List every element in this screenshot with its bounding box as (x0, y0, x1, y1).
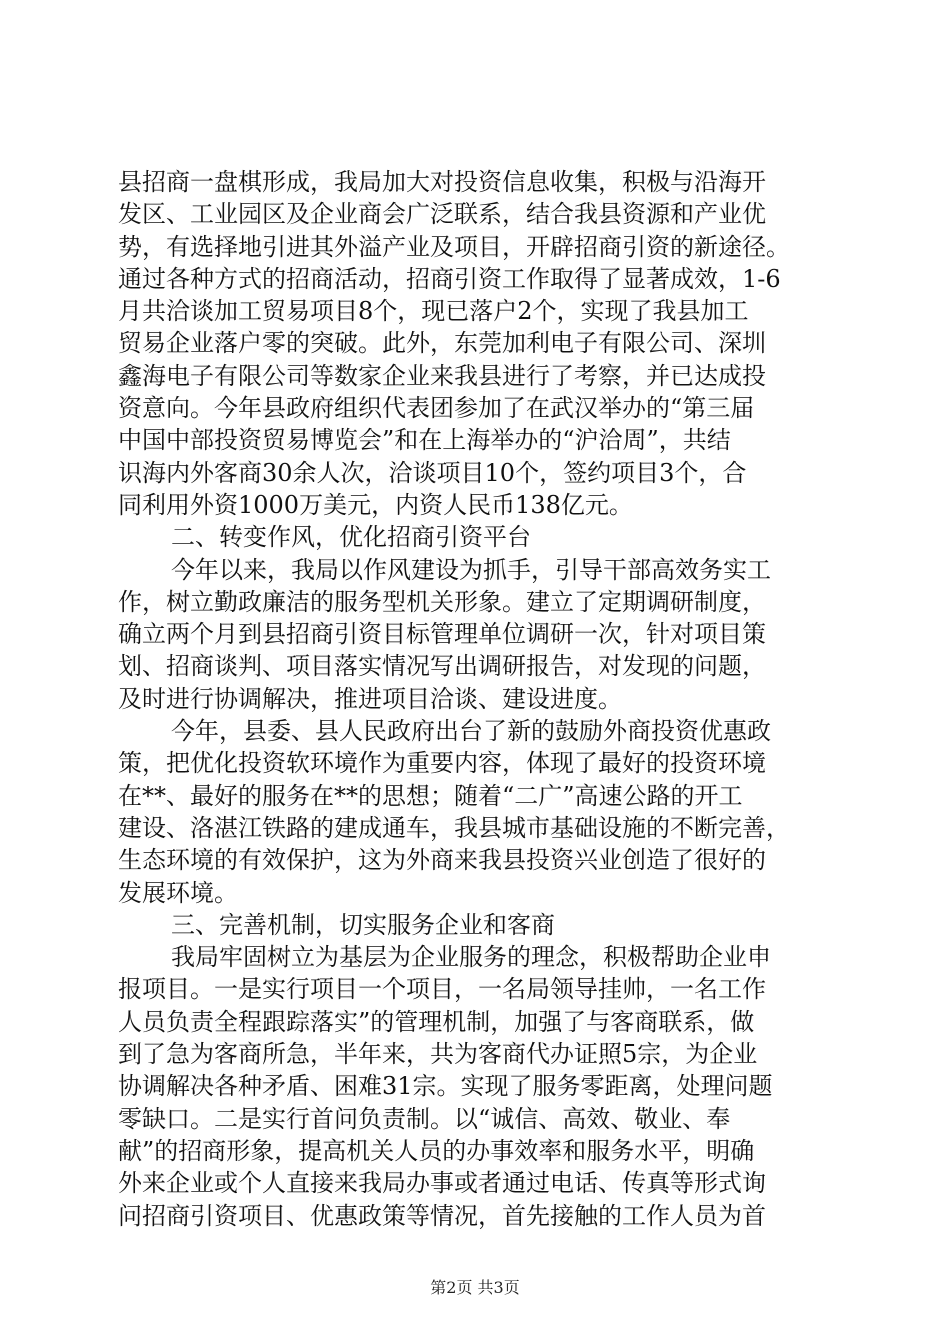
text-line: 建设、洛湛江铁路的建成通车，我县城市基础设施的不断完善， (118, 813, 790, 842)
text-line: 问招商引资项目、优惠政策等情况，首先接触的工作人员为首 (118, 1201, 766, 1230)
text-line: 生态环境的有效保护，这为外商来我县投资兴业创造了很好的 (118, 846, 766, 875)
text-line: 外来企业或个人直接来我局办事或者通过电话、传真等形式询 (118, 1169, 766, 1198)
text-line: 确立两个月到县招商引资目标管理单位调研一次，针对项目策 (118, 620, 766, 649)
text-line: 零缺口。二是实行首问负责制。以“诚信、高效、敬业、奉 (118, 1104, 731, 1133)
text-line: 月共洽谈加工贸易项目8个，现已落户2个，实现了我县加工 (118, 297, 749, 326)
text-line: 中国中部投资贸易博览会”和在上海举办的“沪洽周”，共结 (118, 426, 731, 455)
text-line: 划、招商谈判、项目落实情况写出调研报告，对发现的问题， (118, 652, 766, 681)
text-line: 到了急为客商所急，半年来，共为客商代办证照5宗，为企业 (118, 1040, 758, 1069)
text-line: 今年，县委、县人民政府出台了新的鼓励外商投资优惠政 (171, 717, 771, 746)
text-line: 及时进行协调解决，推进项目洽谈、建设进度。 (118, 684, 622, 713)
section-heading: 三、完善机制，切实服务企业和客商 (171, 910, 555, 939)
text-line: 势，有选择地引进其外溢产业及项目，开辟招商引资的新途径。 (118, 232, 790, 261)
text-line: 发展环境。 (118, 878, 238, 907)
text-line: 报项目。一是实行项目一个项目，一名局领导挂帅，一名工作 (118, 975, 766, 1004)
text-line: 资意向。今年县政府组织代表团参加了在武汉举办的“第三届 (118, 394, 755, 423)
text-line: 献”的招商形象，提高机关人员的办事效率和服务水平，明确 (118, 1136, 755, 1165)
text-line: 策，把优化投资软环境作为重要内容，体现了最好的投资环境 (118, 749, 766, 778)
page-number-footer: 第2页 共3页 (430, 1278, 520, 1297)
text-line: 发区、工业园区及企业商会广泛联系，结合我县资源和产业优 (118, 200, 766, 229)
text-line: 通过各种方式的招商活动，招商引资工作取得了显著成效，1-6 (118, 264, 781, 293)
text-line: 在**、最好的服务在**的思想；随着“二广”高速公路的开工 (118, 781, 743, 810)
text-line: 识海内外客商30余人次，洽谈项目10个，签约项目3个，合 (118, 458, 747, 487)
text-line: 鑫海电子有限公司等数家企业来我县进行了考察，并已达成投 (118, 361, 766, 390)
text-line: 今年以来，我局以作风建设为抓手，引导干部高效务实工 (171, 555, 771, 584)
text-line: 作，树立勤政廉洁的服务型机关形象。建立了定期调研制度， (118, 587, 766, 616)
text-line: 同利用外资1000万美元，内资人民币138亿元。 (118, 490, 633, 519)
section-heading: 二、转变作风，优化招商引资平台 (171, 523, 531, 552)
text-line: 县招商一盘棋形成，我局加大对投资信息收集，积极与沿海开 (118, 168, 766, 196)
text-line: 协调解决各种矛盾、困难31宗。实现了服务零距离，处理问题 (118, 1072, 773, 1101)
body-text (118, 166, 834, 1232)
text-line: 我局牢固树立为基层为企业服务的理念，积极帮助企业申 (171, 943, 771, 972)
text-line: 贸易企业落户零的突破。此外，东莞加利电子有限公司、深圳 (118, 329, 766, 358)
text-line: 人员负责全程跟踪落实”的管理机制，加强了与客商联系，做 (118, 1007, 755, 1036)
